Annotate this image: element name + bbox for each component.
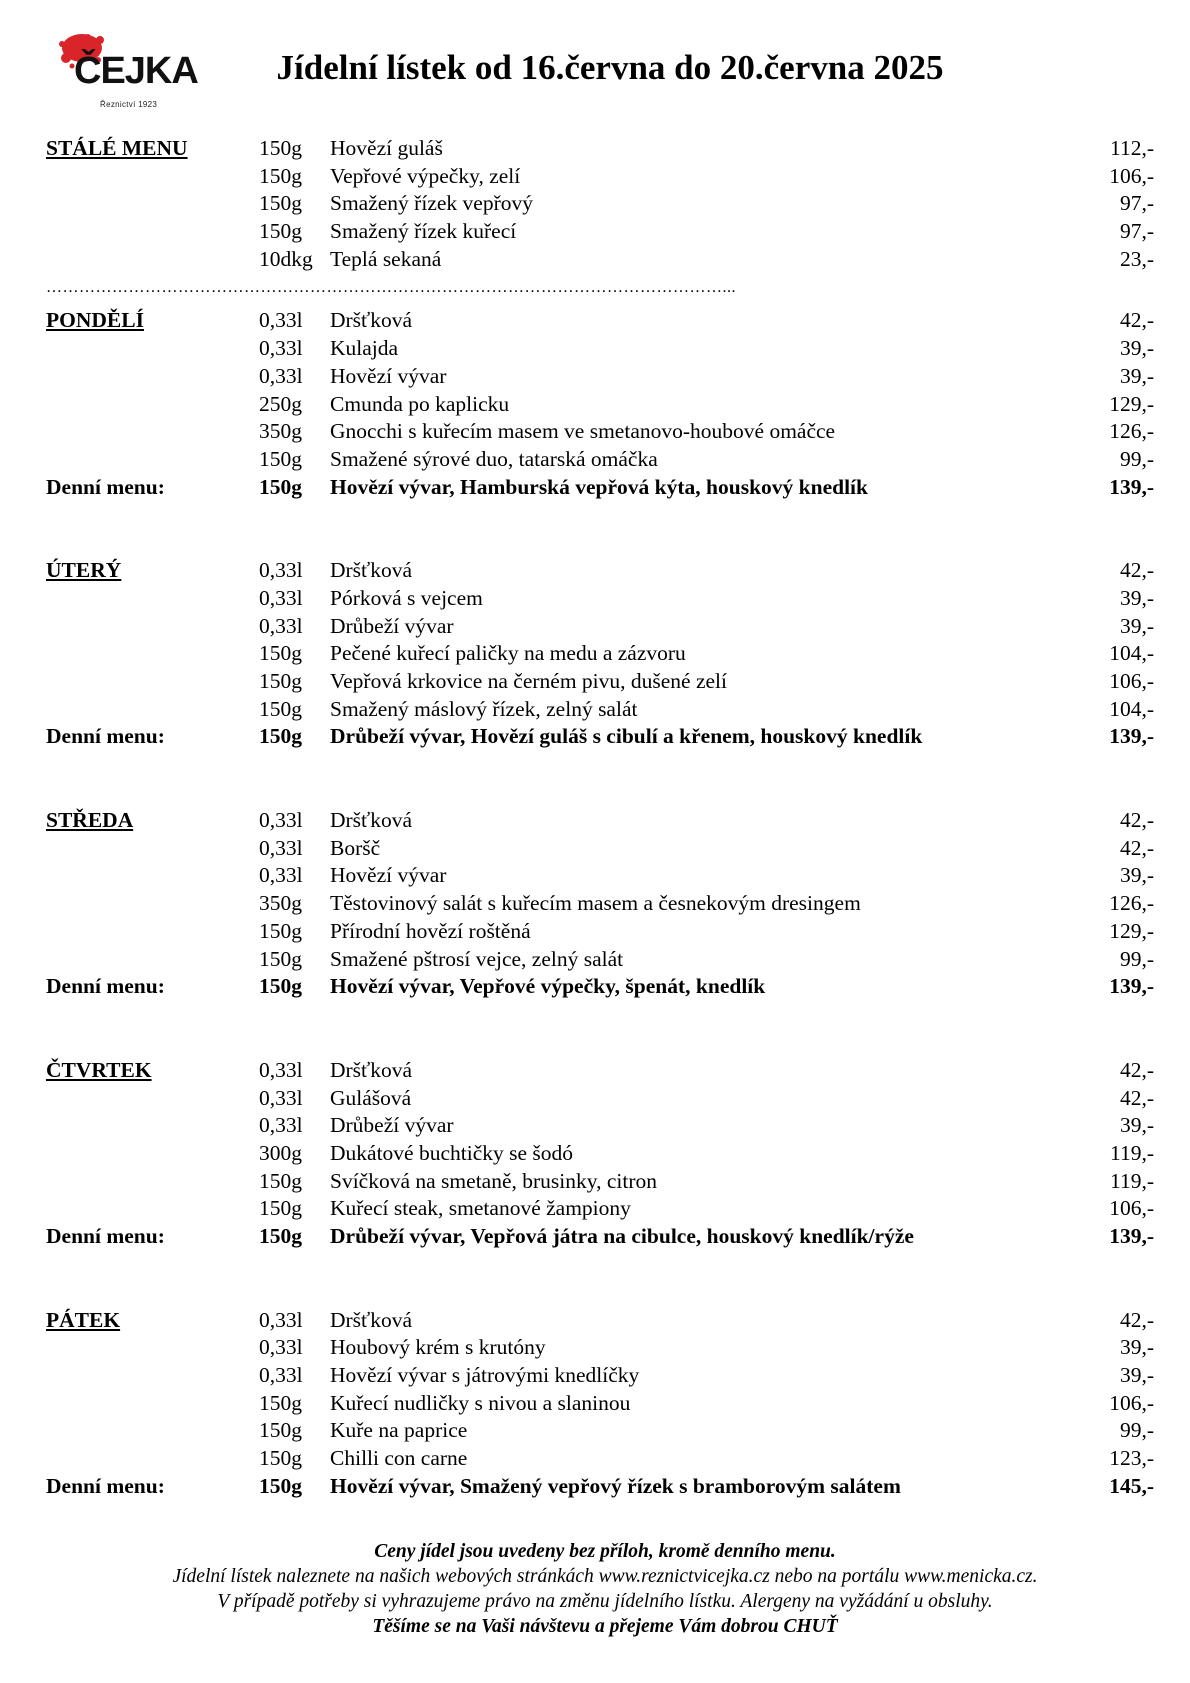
item-price: 39,- bbox=[1119, 336, 1154, 361]
daily-menu-label: Denní menu: bbox=[46, 1473, 165, 1498]
menu-item-row bbox=[46, 557, 1154, 585]
item-quantity: 150g bbox=[259, 974, 302, 999]
item-price: 106,- bbox=[1109, 1196, 1154, 1221]
item-price: 119,- bbox=[1110, 1168, 1154, 1193]
daily-menu-row bbox=[46, 474, 1154, 502]
item-quantity: 150g bbox=[259, 1473, 302, 1498]
item-name: Drůbeží vývar, Hovězí guláš s cibulí a křenem, houskový knedlík bbox=[330, 724, 923, 749]
item-quantity: 150g bbox=[259, 918, 302, 943]
menu-item-row bbox=[46, 918, 1154, 946]
menu-item-row bbox=[46, 1195, 1154, 1223]
menu-item-row bbox=[46, 1112, 1154, 1140]
menu-item-row bbox=[46, 585, 1154, 613]
daily-menu-label: Denní menu: bbox=[46, 724, 165, 749]
item-quantity: 350g bbox=[259, 891, 302, 916]
item-name: Pečené kuřecí paličky na medu a zázvoru bbox=[330, 641, 686, 666]
menu-item-row bbox=[46, 1307, 1154, 1335]
item-quantity: 150g bbox=[259, 163, 302, 188]
item-price: 42,- bbox=[1119, 308, 1154, 333]
menu-item-row bbox=[46, 307, 1154, 335]
item-quantity: 0,33l bbox=[259, 585, 303, 610]
menu-item-row bbox=[46, 246, 1154, 274]
section-day bbox=[46, 1307, 1154, 1501]
menu-item-row bbox=[46, 391, 1154, 419]
menu-item-row bbox=[46, 218, 1154, 246]
item-name: Dršťková bbox=[330, 308, 413, 333]
item-quantity: 150g bbox=[259, 191, 302, 216]
daily-menu-row bbox=[46, 723, 1154, 751]
item-price: 99,- bbox=[1119, 946, 1154, 971]
menu-item-row bbox=[46, 1417, 1154, 1445]
section-gap bbox=[46, 1251, 1154, 1307]
item-name: Gulášová bbox=[330, 1085, 412, 1110]
section-heading: STŘEDA bbox=[46, 808, 134, 833]
item-price: 97,- bbox=[1119, 191, 1154, 216]
menu-item-row bbox=[46, 363, 1154, 391]
menu-item-row bbox=[46, 1085, 1154, 1113]
item-price: 42,- bbox=[1119, 808, 1154, 833]
menu-item-row bbox=[46, 1445, 1154, 1473]
item-quantity: 0,33l bbox=[259, 613, 303, 638]
item-price: 129,- bbox=[1109, 918, 1154, 943]
item-name: Hovězí vývar, Vepřové výpečky, špenát, knedlík bbox=[330, 974, 766, 999]
item-quantity: 150g bbox=[259, 1224, 302, 1248]
daily-menu-row bbox=[46, 973, 1154, 1001]
footer-line-web: Jídelní lístek naleznete na našich webových stránkách www.reznictvicejka.cz nebo na portálu www.menicka.cz. bbox=[172, 1566, 1038, 1587]
menu-item-row bbox=[46, 163, 1154, 191]
item-price: 139,- bbox=[1109, 974, 1154, 999]
logo-subtext: Řeznictví 1923 bbox=[100, 100, 158, 109]
menu-item-row bbox=[46, 1168, 1154, 1196]
item-quantity: 350g bbox=[259, 419, 302, 444]
daily-menu-label: Denní menu: bbox=[46, 974, 165, 999]
item-price: 97,- bbox=[1119, 219, 1154, 244]
menu-item-row bbox=[46, 335, 1154, 363]
item-name: Hovězí vývar s játrovými knedlíčky bbox=[330, 1363, 640, 1388]
daily-menu-row bbox=[46, 1223, 1154, 1251]
item-name: Dukátové buchtičky se šodó bbox=[330, 1140, 574, 1165]
item-price: 39,- bbox=[1119, 1113, 1154, 1138]
item-price: 126,- bbox=[1109, 419, 1154, 444]
section-stale-menu bbox=[46, 135, 1154, 273]
item-name: Hovězí vývar bbox=[330, 363, 447, 388]
item-price: 23,- bbox=[1119, 246, 1154, 271]
item-quantity: 0,33l bbox=[259, 1113, 303, 1138]
item-quantity: 0,33l bbox=[259, 1307, 303, 1332]
item-quantity: 150g bbox=[259, 946, 302, 971]
item-price: 42,- bbox=[1119, 1307, 1154, 1332]
item-name: Smažený řízek vepřový bbox=[330, 191, 533, 216]
item-name: Smažené sýrové duo, tatarská omáčka bbox=[330, 446, 658, 471]
item-name: Hovězí vývar, Hamburská vepřová kýta, houskový knedlík bbox=[330, 474, 868, 499]
item-quantity: 150g bbox=[259, 724, 302, 749]
item-price: 42,- bbox=[1119, 558, 1154, 583]
menu-item-row bbox=[46, 1362, 1154, 1390]
item-quantity: 0,33l bbox=[259, 1085, 303, 1110]
item-name: Dršťková bbox=[330, 558, 413, 583]
item-quantity: 150g bbox=[259, 1446, 302, 1471]
item-price: 104,- bbox=[1109, 641, 1154, 666]
item-price: 126,- bbox=[1109, 891, 1154, 916]
item-quantity: 0,33l bbox=[259, 1057, 303, 1082]
item-name: Dršťková bbox=[330, 1307, 413, 1332]
menu-item-row bbox=[46, 696, 1154, 724]
menu-item-row bbox=[46, 1334, 1154, 1362]
item-price: 39,- bbox=[1119, 363, 1154, 388]
item-name: Svíčková na smetaně, brusinky, citron bbox=[330, 1168, 658, 1193]
menu-item-row bbox=[46, 446, 1154, 474]
daily-menu-label: Denní menu: bbox=[46, 1224, 165, 1248]
item-name: Vepřové výpečky, zelí bbox=[330, 163, 521, 188]
menu-item-row bbox=[46, 1390, 1154, 1418]
item-name: Houbový krém s krutóny bbox=[330, 1335, 546, 1360]
footer-line-prices: Ceny jídel jsou uvedeny bez příloh, kromě denního menu. bbox=[374, 1541, 836, 1562]
item-quantity: 150g bbox=[259, 641, 302, 666]
menu-item-row bbox=[46, 190, 1154, 218]
item-price: 119,- bbox=[1110, 1140, 1154, 1165]
item-quantity: 0,33l bbox=[259, 558, 303, 583]
item-price: 106,- bbox=[1109, 163, 1154, 188]
menu-item-row bbox=[46, 862, 1154, 890]
item-quantity: 0,33l bbox=[259, 808, 303, 833]
item-name: Boršč bbox=[330, 835, 381, 860]
item-price: 99,- bbox=[1119, 1418, 1154, 1443]
item-name: Vepřová krkovice na černém pivu, dušené zelí bbox=[330, 669, 727, 693]
item-quantity: 0,33l bbox=[259, 863, 303, 888]
menu-item-row bbox=[46, 668, 1154, 696]
item-name: Cmunda po kaplicku bbox=[330, 391, 510, 416]
section-gap bbox=[46, 751, 1154, 807]
menu-item-row bbox=[46, 890, 1154, 918]
menu-item-row bbox=[46, 135, 1154, 163]
item-quantity: 0,33l bbox=[259, 336, 303, 361]
item-name: Hovězí vývar, Smažený vepřový řízek s bramborovým salátem bbox=[330, 1473, 901, 1498]
item-price: 123,- bbox=[1109, 1446, 1154, 1471]
item-name: Dršťková bbox=[330, 1057, 413, 1082]
item-name: Kulajda bbox=[330, 336, 399, 361]
section-heading: ÚTERÝ bbox=[46, 558, 122, 583]
item-price: 104,- bbox=[1109, 696, 1154, 721]
item-name: Dršťková bbox=[330, 808, 413, 833]
item-name: Drůbeží vývar bbox=[330, 613, 454, 638]
item-quantity: 10dkg bbox=[259, 246, 313, 271]
item-quantity: 150g bbox=[259, 474, 302, 499]
footer-line-greeting: Těšíme se na Vaši návštevu a přejeme Vám dobrou CHUŤ bbox=[372, 1616, 838, 1637]
item-quantity: 0,33l bbox=[259, 308, 303, 333]
item-name: Drůbeží vývar bbox=[330, 1113, 454, 1138]
item-price: 145,- bbox=[1109, 1473, 1154, 1498]
item-quantity: 0,33l bbox=[259, 1335, 303, 1360]
item-price: 42,- bbox=[1119, 1057, 1154, 1082]
item-price: 42,- bbox=[1119, 835, 1154, 860]
item-name: Těstovinový salát s kuřecím masem a česnekovým dresingem bbox=[330, 891, 861, 916]
menu-item-row bbox=[46, 946, 1154, 974]
section-day bbox=[46, 807, 1154, 1001]
item-name: Kuřecí nudličky s nivou a slaninou bbox=[330, 1390, 631, 1415]
item-price: 112,- bbox=[1110, 136, 1154, 160]
item-quantity: 150g bbox=[259, 136, 302, 160]
item-name: Drůbeží vývar, Vepřová játra na cibulce, houskový knedlík/rýže bbox=[330, 1224, 914, 1248]
item-name: Kuře na paprice bbox=[330, 1418, 468, 1443]
item-name: Hovězí guláš bbox=[330, 136, 443, 160]
daily-menu-label: Denní menu: bbox=[46, 474, 165, 499]
item-price: 39,- bbox=[1119, 863, 1154, 888]
item-price: 129,- bbox=[1109, 391, 1154, 416]
item-name: Hovězí vývar bbox=[330, 863, 447, 888]
menu-item-row bbox=[46, 640, 1154, 668]
section-heading: PÁTEK bbox=[46, 1307, 121, 1332]
section-day bbox=[46, 307, 1154, 501]
section-day bbox=[46, 1057, 1154, 1251]
logo-wordmark: ČEJKA bbox=[74, 50, 198, 92]
item-name: Teplá sekaná bbox=[330, 246, 442, 271]
page-title: Jídelní lístek od 16.června do 20.června 2025 bbox=[276, 48, 944, 87]
item-quantity: 150g bbox=[259, 669, 302, 693]
item-name: Smažený řízek kuřecí bbox=[330, 219, 517, 244]
item-name: Smažené pštrosí vejce, zelný salát bbox=[330, 946, 624, 971]
item-price: 139,- bbox=[1109, 724, 1154, 749]
menu-item-row bbox=[46, 418, 1154, 446]
item-price: 106,- bbox=[1109, 669, 1154, 693]
item-quantity: 150g bbox=[259, 1196, 302, 1221]
item-price: 99,- bbox=[1119, 446, 1154, 471]
item-quantity: 300g bbox=[259, 1140, 302, 1165]
item-quantity: 0,33l bbox=[259, 363, 303, 388]
menu-item-row bbox=[46, 807, 1154, 835]
footer-notes bbox=[0, 1539, 1190, 1639]
item-name: Chilli con carne bbox=[330, 1446, 468, 1471]
item-price: 139,- bbox=[1109, 1224, 1154, 1248]
section-gap bbox=[46, 501, 1154, 557]
footer-line-rights: V případě potřeby si vyhrazujeme právo na změnu jídelního lístku. Alergeny na vyžádání u obsluhy. bbox=[217, 1591, 993, 1612]
item-name: Kuřecí steak, smetanové žampiony bbox=[330, 1196, 631, 1221]
menu-item-row bbox=[46, 1140, 1154, 1168]
menu-item-row bbox=[46, 1057, 1154, 1085]
item-quantity: 250g bbox=[259, 391, 302, 416]
item-price: 39,- bbox=[1119, 1363, 1154, 1388]
item-price: 106,- bbox=[1109, 1390, 1154, 1415]
item-name: Pórková s vejcem bbox=[330, 585, 483, 610]
item-price: 139,- bbox=[1109, 474, 1154, 499]
item-quantity: 0,33l bbox=[259, 1363, 303, 1388]
daily-menu-row bbox=[46, 1473, 1154, 1501]
item-price: 39,- bbox=[1119, 613, 1154, 638]
item-quantity: 150g bbox=[259, 446, 302, 471]
section-gap bbox=[46, 1001, 1154, 1057]
item-name: Přírodní hovězí roštěná bbox=[330, 918, 531, 943]
item-price: 39,- bbox=[1119, 585, 1154, 610]
item-quantity: 150g bbox=[259, 696, 302, 721]
section-day bbox=[46, 557, 1154, 751]
item-quantity: 150g bbox=[259, 1418, 302, 1443]
item-name: Smažený máslový řízek, zelný salát bbox=[330, 696, 638, 721]
item-price: 39,- bbox=[1119, 1335, 1154, 1360]
menu-item-row bbox=[46, 835, 1154, 863]
item-quantity: 150g bbox=[259, 1390, 302, 1415]
section-heading: STÁLÉ MENU bbox=[46, 136, 188, 160]
item-name: Gnocchi s kuřecím masem ve smetanovo-houbové omáčce bbox=[330, 419, 836, 444]
item-quantity: 150g bbox=[259, 1168, 302, 1193]
item-quantity: 150g bbox=[259, 219, 302, 244]
item-quantity: 0,33l bbox=[259, 835, 303, 860]
menu-body bbox=[46, 135, 1154, 1501]
menu-item-row bbox=[46, 613, 1154, 641]
item-price: 42,- bbox=[1119, 1085, 1154, 1110]
section-heading: PONDĚLÍ bbox=[46, 308, 144, 333]
dotted-separator: ……………………………………………………………………………………………………………... bbox=[46, 279, 736, 297]
section-heading: ČTVRTEK bbox=[46, 1057, 152, 1082]
